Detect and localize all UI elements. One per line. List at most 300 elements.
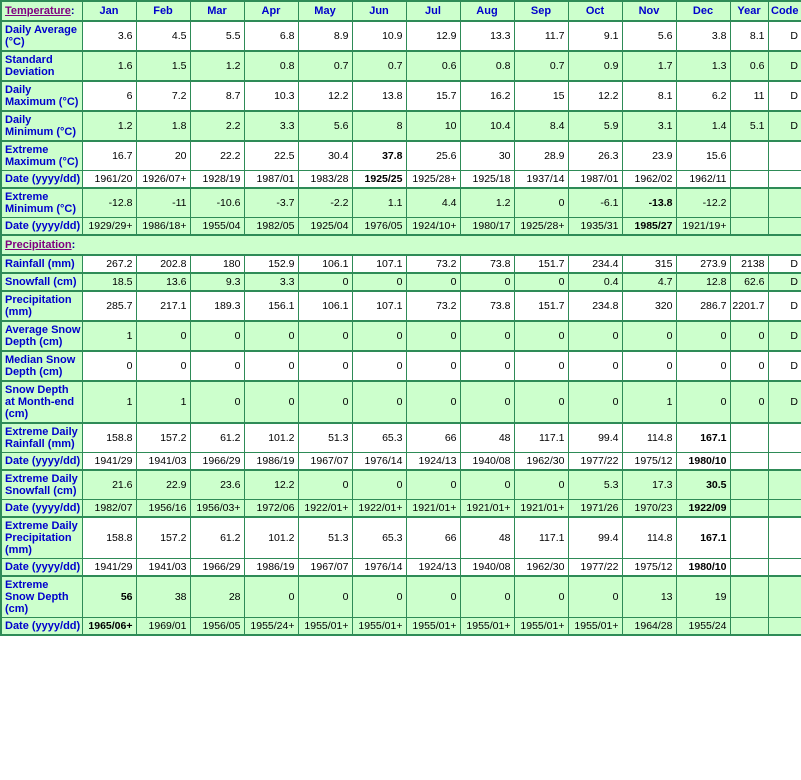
cell-jan: 56 [82, 576, 136, 618]
cell-jan: 1982/07 [82, 500, 136, 518]
cell-apr: 0 [244, 381, 298, 423]
cell-feb: 1941/03 [136, 559, 190, 577]
row-label-precipitation-mm: Precipitation (mm) [1, 291, 82, 321]
cell-feb: 1969/01 [136, 618, 190, 636]
row-label-median-snow-depth-cm: Median Snow Depth (cm) [1, 351, 82, 381]
cell-sep: 1921/01+ [514, 500, 568, 518]
row-label-rainfall-mm: Rainfall (mm) [1, 255, 82, 273]
cell-dec: 0 [676, 321, 730, 351]
cell-year: 0.6 [730, 51, 768, 81]
row-label-extreme-daily-snowfall-cm: Extreme Daily Snowfall (cm) [1, 470, 82, 500]
cell-jan: 158.8 [82, 517, 136, 559]
cell-sep: 0 [514, 273, 568, 291]
table-row-extreme-daily-rainfall-mm [1, 423, 801, 453]
temperature-link[interactable]: Temperature [5, 5, 71, 17]
cell-year [730, 171, 768, 189]
cell-year [730, 188, 768, 218]
cell-may: 0.7 [298, 51, 352, 81]
cell-mar: 1956/05 [190, 618, 244, 636]
cell-jan: 285.7 [82, 291, 136, 321]
table-row-date-yyyy-dd [1, 453, 801, 471]
cell-jun: 8 [352, 111, 406, 141]
cell-nov: 315 [622, 255, 676, 273]
cell-aug: 0 [460, 470, 514, 500]
cell-feb: 157.2 [136, 517, 190, 559]
row-label-date-yyyy-dd: Date (yyyy/dd) [1, 559, 82, 577]
cell-may: 1922/01+ [298, 500, 352, 518]
cell-mar: 189.3 [190, 291, 244, 321]
cell-feb: 1.8 [136, 111, 190, 141]
cell-feb: 1926/07+ [136, 171, 190, 189]
cell-year [730, 559, 768, 577]
cell-jul: 66 [406, 517, 460, 559]
cell-nov: -13.8 [622, 188, 676, 218]
table-row-date-yyyy-dd [1, 500, 801, 518]
cell-nov: 3.1 [622, 111, 676, 141]
column-header-may: May [298, 1, 352, 21]
cell-jun: 65.3 [352, 423, 406, 453]
cell-jan: 1941/29 [82, 453, 136, 471]
cell-jan: 1961/20 [82, 171, 136, 189]
cell-code: D [768, 255, 801, 273]
cell-apr: 1987/01 [244, 171, 298, 189]
cell-year: 0 [730, 351, 768, 381]
cell-feb: 217.1 [136, 291, 190, 321]
cell-apr: 0 [244, 576, 298, 618]
cell-apr: 1986/19 [244, 453, 298, 471]
cell-jan: 18.5 [82, 273, 136, 291]
cell-year: 8.1 [730, 21, 768, 51]
cell-may: 1955/01+ [298, 618, 352, 636]
row-label-extreme-minimum-c: Extreme Minimum (°C) [1, 188, 82, 218]
cell-year: 2201.7 [730, 291, 768, 321]
cell-jan: -12.8 [82, 188, 136, 218]
cell-oct: 99.4 [568, 517, 622, 559]
cell-sep: 15 [514, 81, 568, 111]
cell-code: D [768, 321, 801, 351]
cell-code: D [768, 291, 801, 321]
cell-sep: 1962/30 [514, 559, 568, 577]
cell-nov: 0 [622, 351, 676, 381]
cell-dec: 1955/24 [676, 618, 730, 636]
cell-aug: 0 [460, 381, 514, 423]
cell-code [768, 618, 801, 636]
cell-year [730, 517, 768, 559]
cell-jun: 0 [352, 351, 406, 381]
cell-year [730, 453, 768, 471]
cell-jan: 21.6 [82, 470, 136, 500]
cell-apr: 3.3 [244, 273, 298, 291]
cell-aug: 10.4 [460, 111, 514, 141]
cell-feb: 7.2 [136, 81, 190, 111]
column-header-mar: Mar [190, 1, 244, 21]
table-row-precipitation-mm [1, 291, 801, 321]
cell-oct: 1935/31 [568, 218, 622, 236]
cell-apr: 3.3 [244, 111, 298, 141]
cell-nov: 1964/28 [622, 618, 676, 636]
cell-aug: 0 [460, 321, 514, 351]
table-row-snowfall-cm [1, 273, 801, 291]
cell-apr: 0 [244, 351, 298, 381]
cell-jan: 158.8 [82, 423, 136, 453]
cell-aug: 30 [460, 141, 514, 171]
cell-code: D [768, 21, 801, 51]
cell-jun: 10.9 [352, 21, 406, 51]
cell-feb: 0 [136, 351, 190, 381]
cell-oct: 9.1 [568, 21, 622, 51]
cell-sep: 1925/28+ [514, 218, 568, 236]
cell-jan: 1 [82, 381, 136, 423]
cell-code: D [768, 381, 801, 423]
cell-jun: 0 [352, 273, 406, 291]
cell-code [768, 171, 801, 189]
cell-apr: 1972/06 [244, 500, 298, 518]
cell-nov: 13 [622, 576, 676, 618]
column-header-nov: Nov [622, 1, 676, 21]
cell-dec: 167.1 [676, 423, 730, 453]
cell-apr: 0.8 [244, 51, 298, 81]
cell-oct: 0.9 [568, 51, 622, 81]
cell-jun: 107.1 [352, 291, 406, 321]
table-row-date-yyyy-dd [1, 171, 801, 189]
cell-aug: 48 [460, 517, 514, 559]
cell-code: D [768, 351, 801, 381]
cell-jan: 1941/29 [82, 559, 136, 577]
table-row-daily-average-c [1, 21, 801, 51]
row-label-daily-minimum-c: Daily Minimum (°C) [1, 111, 82, 141]
cell-mar: 0 [190, 381, 244, 423]
cell-code [768, 188, 801, 218]
cell-aug: 1980/17 [460, 218, 514, 236]
cell-apr: 1955/24+ [244, 618, 298, 636]
cell-oct: 0 [568, 381, 622, 423]
cell-oct: 1977/22 [568, 453, 622, 471]
cell-feb: 157.2 [136, 423, 190, 453]
cell-mar: 8.7 [190, 81, 244, 111]
cell-feb: 1941/03 [136, 453, 190, 471]
cell-may: 1967/07 [298, 559, 352, 577]
cell-year: 62.6 [730, 273, 768, 291]
row-label-date-yyyy-dd: Date (yyyy/dd) [1, 218, 82, 236]
cell-mar: 22.2 [190, 141, 244, 171]
cell-jan: 16.7 [82, 141, 136, 171]
cell-feb: 1 [136, 381, 190, 423]
cell-jun: 1955/01+ [352, 618, 406, 636]
cell-dec: 0 [676, 381, 730, 423]
cell-may: 51.3 [298, 423, 352, 453]
cell-feb: 4.5 [136, 21, 190, 51]
cell-dec: 6.2 [676, 81, 730, 111]
cell-dec: 286.7 [676, 291, 730, 321]
table-row-extreme-daily-snowfall-cm [1, 470, 801, 500]
table-row-daily-minimum-c [1, 111, 801, 141]
cell-jan: 1.2 [82, 111, 136, 141]
cell-dec: 30.5 [676, 470, 730, 500]
cell-nov: 4.7 [622, 273, 676, 291]
row-label-snowfall-cm: Snowfall (cm) [1, 273, 82, 291]
cell-jul: 1955/01+ [406, 618, 460, 636]
table-row-rainfall-mm [1, 255, 801, 273]
cell-oct: 12.2 [568, 81, 622, 111]
table-row-snow-depth-at-month-end-cm [1, 381, 801, 423]
row-label-daily-maximum-c: Daily Maximum (°C) [1, 81, 82, 111]
cell-may: 0 [298, 321, 352, 351]
cell-apr: 156.1 [244, 291, 298, 321]
cell-apr: 22.5 [244, 141, 298, 171]
table-row-average-snow-depth-cm [1, 321, 801, 351]
cell-jan: 1 [82, 321, 136, 351]
cell-aug: 48 [460, 423, 514, 453]
cell-jun: 0 [352, 576, 406, 618]
cell-feb: 1956/16 [136, 500, 190, 518]
table-row-median-snow-depth-cm [1, 351, 801, 381]
cell-jul: 15.7 [406, 81, 460, 111]
cell-may: 1967/07 [298, 453, 352, 471]
cell-jun: 0.7 [352, 51, 406, 81]
cell-nov: 5.6 [622, 21, 676, 51]
cell-aug: 0 [460, 351, 514, 381]
cell-apr: 10.3 [244, 81, 298, 111]
cell-may: 12.2 [298, 81, 352, 111]
row-label-extreme-snow-depth-cm: Extreme Snow Depth (cm) [1, 576, 82, 618]
column-header-apr: Apr [244, 1, 298, 21]
cell-dec: 1.4 [676, 111, 730, 141]
cell-jun: 0 [352, 321, 406, 351]
cell-jul: 4.4 [406, 188, 460, 218]
cell-jul: 1925/28+ [406, 171, 460, 189]
cell-may: 106.1 [298, 291, 352, 321]
column-header-year: Year [730, 1, 768, 21]
cell-code [768, 218, 801, 236]
cell-nov: 1.7 [622, 51, 676, 81]
cell-dec: 1962/11 [676, 171, 730, 189]
cell-dec: 1980/10 [676, 559, 730, 577]
cell-aug: 1940/08 [460, 453, 514, 471]
cell-jun: 13.8 [352, 81, 406, 111]
cell-code [768, 517, 801, 559]
cell-mar: 1.2 [190, 51, 244, 81]
cell-jul: 0 [406, 470, 460, 500]
cell-nov: 1975/12 [622, 453, 676, 471]
row-label-average-snow-depth-cm: Average Snow Depth (cm) [1, 321, 82, 351]
column-header-sep: Sep [514, 1, 568, 21]
cell-jul: 1921/01+ [406, 500, 460, 518]
cell-may: 5.6 [298, 111, 352, 141]
cell-may: 1925/04 [298, 218, 352, 236]
cell-sep: 117.1 [514, 423, 568, 453]
cell-nov: 1970/23 [622, 500, 676, 518]
cell-jun: 0 [352, 381, 406, 423]
cell-apr: 0 [244, 321, 298, 351]
cell-may: 106.1 [298, 255, 352, 273]
cell-jul: 73.2 [406, 291, 460, 321]
cell-may: 51.3 [298, 517, 352, 559]
column-header-feb: Feb [136, 1, 190, 21]
cell-feb: 0 [136, 321, 190, 351]
cell-oct: 1955/01+ [568, 618, 622, 636]
cell-year [730, 423, 768, 453]
cell-jul: 66 [406, 423, 460, 453]
cell-aug: 1925/18 [460, 171, 514, 189]
cell-jan: 3.6 [82, 21, 136, 51]
cell-code [768, 500, 801, 518]
cell-oct: 1971/26 [568, 500, 622, 518]
column-header-dec: Dec [676, 1, 730, 21]
cell-year [730, 470, 768, 500]
column-header-code: Code [768, 1, 801, 21]
cell-oct: 1987/01 [568, 171, 622, 189]
cell-jul: 1924/10+ [406, 218, 460, 236]
cell-nov: 23.9 [622, 141, 676, 171]
column-header-oct: Oct [568, 1, 622, 21]
cell-nov: 8.1 [622, 81, 676, 111]
cell-sep: 0 [514, 188, 568, 218]
cell-mar: 61.2 [190, 517, 244, 559]
cell-code: D [768, 111, 801, 141]
cell-jul: 0 [406, 273, 460, 291]
cell-oct: 0.4 [568, 273, 622, 291]
cell-nov: 320 [622, 291, 676, 321]
cell-sep: 0 [514, 321, 568, 351]
table-row-date-yyyy-dd [1, 559, 801, 577]
cell-jul: 0 [406, 321, 460, 351]
cell-aug: 16.2 [460, 81, 514, 111]
cell-nov: 1 [622, 381, 676, 423]
row-label-daily-average-c: Daily Average (°C) [1, 21, 82, 51]
cell-oct: 0 [568, 321, 622, 351]
cell-jun: 1976/14 [352, 559, 406, 577]
cell-jun: 1976/05 [352, 218, 406, 236]
row-label-date-yyyy-dd: Date (yyyy/dd) [1, 618, 82, 636]
precipitation-link[interactable]: Precipitation [5, 239, 72, 251]
cell-mar: 23.6 [190, 470, 244, 500]
column-header-jan: Jan [82, 1, 136, 21]
cell-may: 0 [298, 576, 352, 618]
row-label-date-yyyy-dd: Date (yyyy/dd) [1, 171, 82, 189]
table-row-date-yyyy-dd [1, 618, 801, 636]
cell-feb: 38 [136, 576, 190, 618]
cell-may: 1983/28 [298, 171, 352, 189]
cell-code: D [768, 81, 801, 111]
cell-oct: 0 [568, 576, 622, 618]
column-header-jun: Jun [352, 1, 406, 21]
cell-dec: 273.9 [676, 255, 730, 273]
cell-mar: 2.2 [190, 111, 244, 141]
cell-aug: 0.8 [460, 51, 514, 81]
cell-aug: 73.8 [460, 255, 514, 273]
cell-jul: 1924/13 [406, 453, 460, 471]
cell-dec: 1.3 [676, 51, 730, 81]
cell-jun: 107.1 [352, 255, 406, 273]
cell-mar: 5.5 [190, 21, 244, 51]
cell-mar: 1966/29 [190, 453, 244, 471]
cell-may: -2.2 [298, 188, 352, 218]
cell-aug: 1.2 [460, 188, 514, 218]
cell-feb: -11 [136, 188, 190, 218]
row-label-date-yyyy-dd: Date (yyyy/dd) [1, 500, 82, 518]
cell-mar: 61.2 [190, 423, 244, 453]
cell-mar: 9.3 [190, 273, 244, 291]
cell-oct: -6.1 [568, 188, 622, 218]
precipitation-colon: : [71, 239, 76, 251]
cell-dec: 1980/10 [676, 453, 730, 471]
cell-sep: 117.1 [514, 517, 568, 559]
cell-code [768, 470, 801, 500]
cell-dec: 19 [676, 576, 730, 618]
cell-jul: 1924/13 [406, 559, 460, 577]
cell-sep: 28.9 [514, 141, 568, 171]
cell-mar: 1955/04 [190, 218, 244, 236]
cell-mar: 1966/29 [190, 559, 244, 577]
cell-feb: 20 [136, 141, 190, 171]
row-label-snow-depth-at-month-end-cm: Snow Depth at Month-end (cm) [1, 381, 82, 423]
cell-nov: 1985/27 [622, 218, 676, 236]
cell-nov: 1962/02 [622, 171, 676, 189]
cell-sep: 11.7 [514, 21, 568, 51]
cell-jul: 0 [406, 351, 460, 381]
cell-jan: 1965/06+ [82, 618, 136, 636]
cell-mar: 0 [190, 351, 244, 381]
cell-mar: 180 [190, 255, 244, 273]
cell-mar: 1956/03+ [190, 500, 244, 518]
cell-aug: 1940/08 [460, 559, 514, 577]
cell-sep: 0.7 [514, 51, 568, 81]
cell-dec: 0 [676, 351, 730, 381]
column-header-jul: Jul [406, 1, 460, 21]
cell-dec: 12.8 [676, 273, 730, 291]
cell-oct: 234.8 [568, 291, 622, 321]
cell-dec: 3.8 [676, 21, 730, 51]
cell-nov: 0 [622, 321, 676, 351]
cell-year [730, 500, 768, 518]
cell-jan: 267.2 [82, 255, 136, 273]
cell-year: 5.1 [730, 111, 768, 141]
cell-year: 0 [730, 381, 768, 423]
cell-sep: 1962/30 [514, 453, 568, 471]
cell-jun: 65.3 [352, 517, 406, 559]
cell-jun: 0 [352, 470, 406, 500]
cell-may: 0 [298, 381, 352, 423]
cell-code [768, 423, 801, 453]
row-label-date-yyyy-dd: Date (yyyy/dd) [1, 453, 82, 471]
cell-nov: 17.3 [622, 470, 676, 500]
cell-jun: 1976/14 [352, 453, 406, 471]
cell-dec: 1921/19+ [676, 218, 730, 236]
cell-sep: 1937/14 [514, 171, 568, 189]
table-row-extreme-daily-precipitation-mm [1, 517, 801, 559]
cell-apr: 12.2 [244, 470, 298, 500]
cell-sep: 1955/01+ [514, 618, 568, 636]
cell-sep: 151.7 [514, 291, 568, 321]
cell-jun: 1922/01+ [352, 500, 406, 518]
cell-jul: 73.2 [406, 255, 460, 273]
cell-code [768, 141, 801, 171]
cell-aug: 1955/01+ [460, 618, 514, 636]
cell-jun: 37.8 [352, 141, 406, 171]
cell-sep: 0 [514, 351, 568, 381]
cell-dec: -12.2 [676, 188, 730, 218]
cell-may: 0 [298, 470, 352, 500]
cell-may: 30.4 [298, 141, 352, 171]
cell-oct: 5.9 [568, 111, 622, 141]
row-label-standard-deviation: Standard Deviation [1, 51, 82, 81]
cell-feb: 22.9 [136, 470, 190, 500]
cell-jun: 1.1 [352, 188, 406, 218]
table-row-extreme-snow-depth-cm [1, 576, 801, 618]
cell-oct: 0 [568, 351, 622, 381]
cell-sep: 0 [514, 381, 568, 423]
cell-dec: 1922/09 [676, 500, 730, 518]
